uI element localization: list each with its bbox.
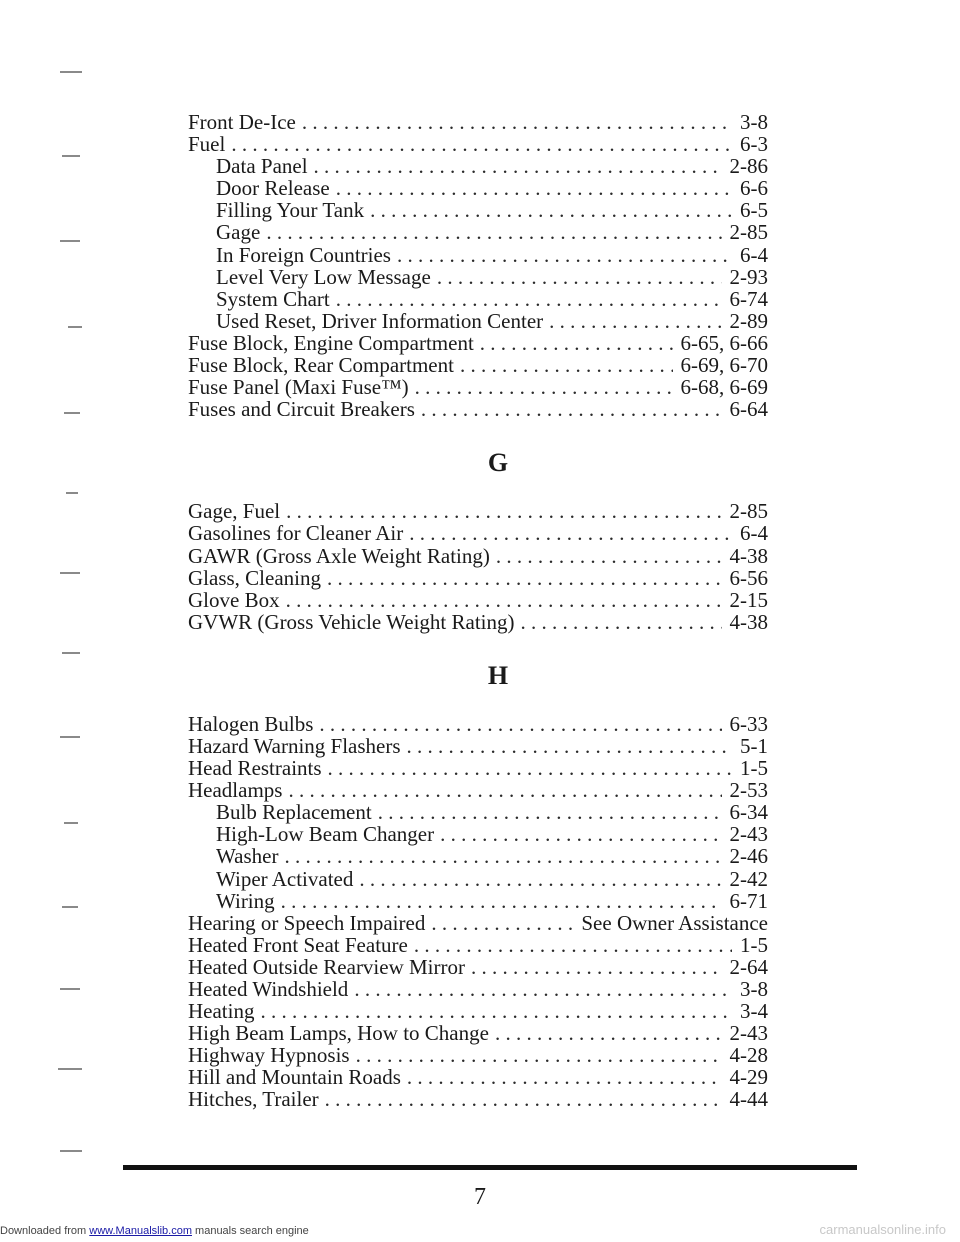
dot-leader: [327, 567, 722, 589]
dot-leader: [286, 589, 722, 611]
margin-tick: [62, 906, 78, 908]
dot-leader: [480, 332, 673, 354]
entry-label: Front De-Ice: [188, 110, 296, 134]
margin-tick: [62, 652, 80, 654]
download-footer: [0, 1225, 309, 1237]
index-subentry: [188, 199, 768, 221]
dot-leader: [397, 244, 732, 266]
index-entry: [188, 589, 768, 611]
entry-page-reference: 6-69, 6-70: [680, 353, 768, 378]
index-entry: [188, 1044, 768, 1066]
index-entry: [188, 978, 768, 1000]
entry-label: Halogen Bulbs: [188, 711, 314, 736]
dot-leader: [496, 545, 722, 567]
margin-tick: [64, 822, 78, 824]
entry-label: Head Restraints: [188, 756, 322, 781]
index-subentry: [188, 868, 768, 890]
entry-page-reference: 2-85: [729, 499, 768, 524]
margin-tick: [60, 1150, 82, 1152]
entry-label: Gage, Fuel: [188, 499, 281, 524]
index-subentry: [188, 155, 768, 177]
entry-label: Heating: [188, 999, 255, 1024]
dot-leader: [354, 978, 732, 1000]
dot-leader: [431, 912, 573, 934]
margin-tick: [58, 1068, 82, 1070]
dot-leader: [336, 288, 722, 310]
entry-page-reference: 2-43: [729, 1021, 768, 1046]
dot-leader: [319, 713, 721, 735]
index-entry: [188, 545, 768, 567]
entry-page-reference: 2-42: [729, 866, 768, 891]
entry-label: Hazard Warning Flashers: [188, 733, 401, 758]
dot-leader: [284, 845, 721, 867]
index-subentry: [188, 890, 768, 912]
entry-page-reference: 2-89: [729, 308, 768, 333]
dot-leader: [520, 611, 721, 633]
index-subentry: [188, 845, 768, 867]
index-entry: [188, 779, 768, 801]
entry-page-reference: 5-1: [740, 733, 768, 758]
index-subentry: [188, 310, 768, 332]
entry-page-reference: 4-44: [729, 1087, 768, 1112]
entry-label: Fuse Panel (Maxi Fuse™): [188, 375, 409, 400]
dot-leader: [266, 221, 721, 243]
entry-page-reference: 6-4: [740, 242, 768, 267]
dot-leader: [288, 779, 721, 801]
entry-page-reference: 4-38: [729, 609, 768, 634]
entry-label: Hitches, Trailer: [188, 1087, 319, 1112]
entry-label: Headlamps: [188, 778, 283, 803]
margin-tick: [60, 71, 82, 73]
entry-label: Fuel: [188, 132, 226, 157]
entry-page-reference: See Owner Assistance: [581, 910, 768, 935]
entry-page-reference: 2-86: [729, 154, 768, 179]
dot-leader: [437, 266, 722, 288]
footer-rule: [123, 1165, 857, 1170]
entry-page-reference: 2-15: [729, 587, 768, 612]
index-subentry: [188, 244, 768, 266]
dot-leader: [460, 354, 673, 376]
entry-label: Glove Box: [188, 587, 280, 612]
entry-page-reference: 2-85: [729, 220, 768, 245]
index-entry: [188, 735, 768, 757]
dot-leader: [281, 890, 722, 912]
index-entry: [188, 611, 768, 633]
index-subentry: [188, 801, 768, 823]
entry-page-reference: 6-65, 6-66: [680, 330, 768, 355]
entry-page-reference: 6-56: [729, 565, 768, 590]
margin-tick: [64, 412, 80, 414]
entry-page-reference: 6-4: [740, 521, 768, 546]
manualslib-link[interactable]: www.Manualslib.com: [89, 1225, 192, 1237]
dot-leader: [359, 868, 721, 890]
section-g-entries: [188, 500, 768, 633]
dot-leader: [336, 177, 732, 199]
entry-label: Filling Your Tank: [216, 198, 365, 223]
dot-leader: [407, 735, 732, 757]
entry-page-reference: 6-5: [740, 198, 768, 223]
entry-label: Hearing or Speech Impaired: [188, 910, 426, 935]
dot-leader: [325, 1088, 722, 1110]
entry-label: Level Very Low Message: [216, 264, 431, 289]
entry-label: Fuse Block, Rear Compartment: [188, 353, 454, 378]
index-entry: [188, 956, 768, 978]
page-number: 7: [474, 1184, 486, 1210]
index-entry: [188, 567, 768, 589]
index-entry: [188, 500, 768, 522]
entry-label: Highway Hypnosis: [188, 1043, 350, 1068]
index-subentry: [188, 221, 768, 243]
margin-tick-marks: [0, 0, 120, 1242]
index-entry: [188, 912, 768, 934]
index-entry: [188, 1000, 768, 1022]
index-entry: [188, 1066, 768, 1088]
margin-tick: [60, 736, 80, 738]
footer-suffix: manuals search engine: [191, 1225, 309, 1237]
section-h-entries: [188, 713, 768, 1111]
index-entry: [188, 522, 768, 544]
watermark: carmanualsonline.info: [819, 1222, 946, 1237]
entry-page-reference: 3-8: [740, 110, 768, 134]
entry-page-reference: 2-53: [729, 778, 768, 803]
entry-page-reference: 2-46: [729, 844, 768, 869]
entry-page-reference: 4-28: [729, 1043, 768, 1068]
index-entry: [188, 354, 768, 376]
entry-page-reference: 6-68, 6-69: [680, 375, 768, 400]
index-subentry: [188, 266, 768, 288]
entry-page-reference: 6-6: [740, 176, 768, 201]
index-entry: [188, 111, 768, 133]
section-letter-h: H: [487, 660, 509, 690]
entry-label: Fuse Block, Engine Compartment: [188, 330, 474, 355]
entry-page-reference: 3-4: [740, 999, 768, 1024]
section-letter-g: G: [487, 448, 509, 478]
dot-leader: [414, 934, 732, 956]
entry-label: Fuses and Circuit Breakers: [188, 397, 415, 422]
entry-label: Wiper Activated: [216, 866, 354, 891]
entry-page-reference: 2-43: [729, 822, 768, 847]
dot-leader: [495, 1022, 722, 1044]
entry-label: Used Reset, Driver Information Center: [216, 308, 544, 333]
dot-leader: [370, 199, 732, 221]
dot-leader: [549, 310, 721, 332]
entry-label: Bulb Replacement: [216, 800, 372, 825]
entry-label: System Chart: [216, 286, 330, 311]
entry-page-reference: 1-5: [740, 932, 768, 957]
dot-leader: [378, 801, 722, 823]
index-entry: [188, 1088, 768, 1110]
dot-leader: [231, 133, 732, 155]
index-listing: [188, 111, 768, 1111]
entry-page-reference: 4-29: [729, 1065, 768, 1090]
index-subentry: [188, 823, 768, 845]
entry-label: Glass, Cleaning: [188, 565, 321, 590]
index-subentry: [188, 288, 768, 310]
dot-leader: [407, 1066, 722, 1088]
entry-label: High-Low Beam Changer: [216, 822, 435, 847]
index-entry: [188, 332, 768, 354]
dot-leader: [440, 823, 721, 845]
index-entry: [188, 398, 768, 420]
entry-page-reference: 6-3: [740, 132, 768, 157]
index-entry: [188, 133, 768, 155]
entry-label: Heated Outside Rearview Mirror: [188, 954, 465, 979]
entry-page-reference: 2-64: [729, 954, 768, 979]
dot-leader: [314, 155, 722, 177]
entry-label: Wiring: [216, 888, 275, 913]
entry-label: Gage: [216, 220, 261, 245]
entry-page-reference: 2-93: [729, 264, 768, 289]
margin-tick: [68, 326, 82, 328]
entry-page-reference: 6-34: [729, 800, 768, 825]
entry-page-reference: 6-33: [729, 711, 768, 736]
entry-label: GVWR (Gross Vehicle Weight Rating): [188, 609, 515, 634]
entry-label: Hill and Mountain Roads: [188, 1065, 401, 1090]
entry-label: Gasolines for Cleaner Air: [188, 521, 404, 546]
dot-leader: [286, 500, 721, 522]
index-entry: [188, 713, 768, 735]
dot-leader: [328, 757, 732, 779]
dot-leader: [415, 376, 673, 398]
footer-prefix: Downloaded from: [0, 1225, 90, 1237]
dot-leader: [409, 522, 732, 544]
margin-tick: [60, 988, 80, 990]
index-entry: [188, 1022, 768, 1044]
entry-page-reference: 4-38: [729, 543, 768, 568]
entry-label: GAWR (Gross Axle Weight Rating): [188, 543, 490, 568]
entry-label: Heated Front Seat Feature: [188, 932, 408, 957]
entry-page-reference: 6-74: [729, 286, 768, 311]
entry-label: Heated Windshield: [188, 977, 349, 1001]
entry-label: In Foreign Countries: [216, 242, 391, 267]
entry-page-reference: 3-8: [740, 977, 768, 1001]
margin-tick: [60, 240, 80, 242]
margin-tick: [62, 155, 80, 157]
index-subentry: [188, 177, 768, 199]
dot-leader: [471, 956, 722, 978]
dot-leader: [356, 1044, 722, 1066]
index-entry: [188, 934, 768, 956]
dot-leader: [260, 1000, 732, 1022]
dot-leader: [302, 111, 732, 133]
entry-label: High Beam Lamps, How to Change: [188, 1021, 489, 1046]
entry-label: Washer: [216, 844, 279, 869]
entry-page-reference: 1-5: [740, 756, 768, 781]
entry-label: Data Panel: [216, 154, 308, 179]
margin-tick: [60, 572, 80, 574]
index-entry: [188, 757, 768, 779]
margin-tick: [66, 492, 78, 494]
dot-leader: [421, 398, 722, 420]
index-entry: [188, 376, 768, 398]
entry-page-reference: 6-71: [729, 888, 768, 913]
section-f-entries: [188, 111, 768, 420]
entry-label: Door Release: [216, 176, 330, 201]
entry-page-reference: 6-64: [729, 397, 768, 422]
